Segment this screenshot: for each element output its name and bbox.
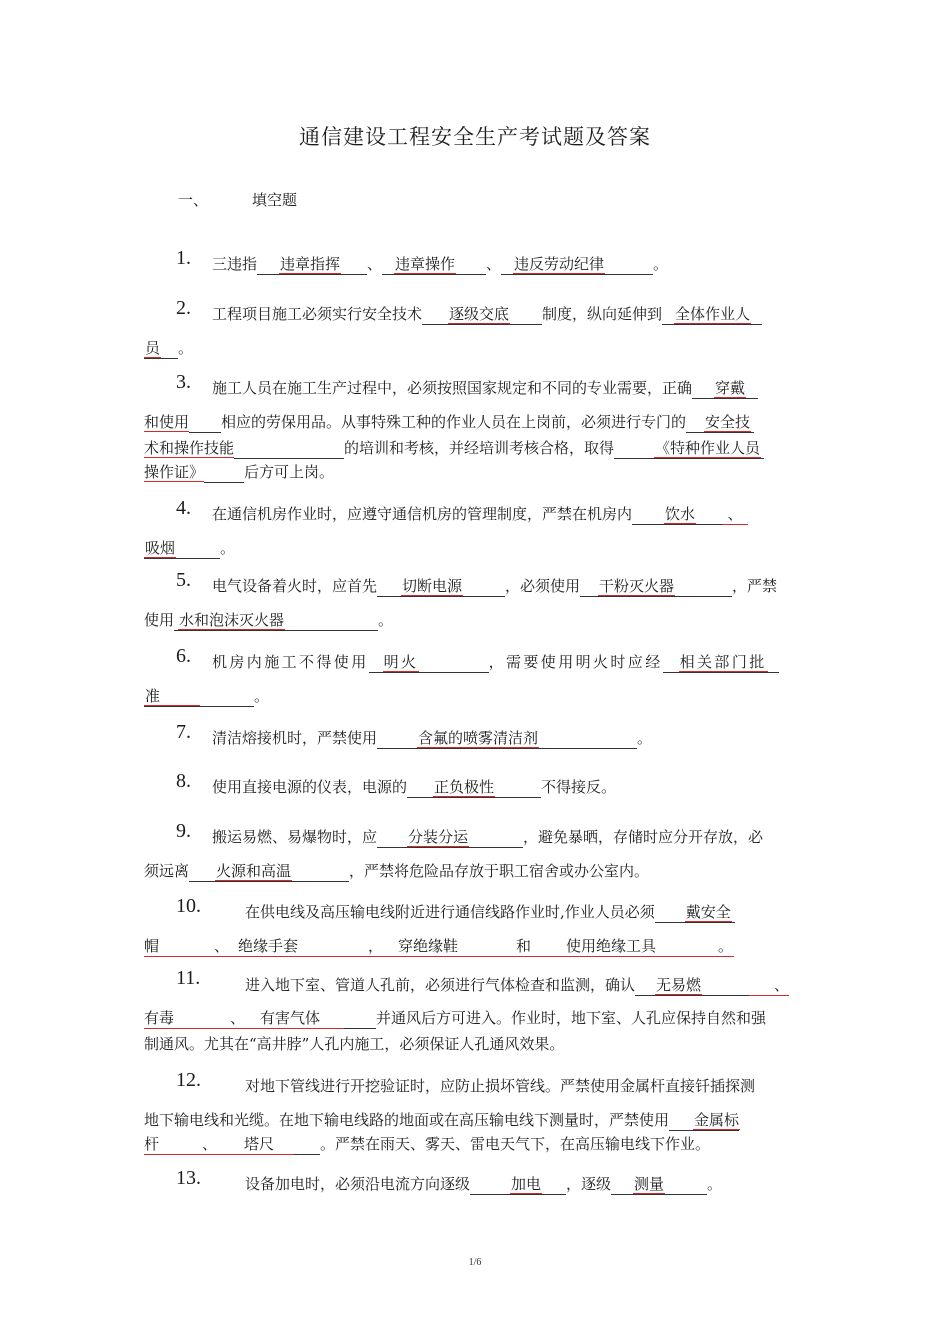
answer-blank: 正负极性 [407, 777, 541, 798]
question-text: 制通风。尤其在“高井脖”人孔内施工，必须保证人孔通风效果。 [144, 1035, 565, 1053]
question-text: 进入地下室、管道人孔前，必须进行气体检查和监测，确认 无易燃 、 [245, 976, 790, 994]
question-number: 10. [176, 895, 201, 917]
question-number: 8. [176, 770, 191, 792]
question-number: 12. [176, 1069, 201, 1091]
question-text: 有毒 、 有害气体 并通风后方可进入。作业时，地下室、人孔应保持自然和强 [144, 1009, 767, 1027]
question-text: 清洁熔接机时，严禁使用 含氟的喷雾清洁剂 。 [212, 729, 653, 747]
question-text: 杆 、 塔尺 。严禁在雨天、雾天、雷电天气下，在高压输电线下作业。 [144, 1135, 711, 1153]
answer-blank: 无易燃 [635, 975, 749, 996]
answer-blank [294, 1134, 320, 1155]
question-text: 使用 水和泡沫灭火器 。 [144, 611, 394, 629]
answer-blank: 戴安全 [655, 902, 735, 923]
question-text: 使用直接电源的仪表，电源的 正负极性 不得接反。 [212, 778, 617, 796]
answer-blank: 加电 [470, 1174, 566, 1195]
question-text: 准 。 [145, 687, 270, 705]
question-number: 6. [176, 645, 191, 667]
question-text: 须远离 火源和高温 ，严禁将危险品存放于职工宿舍或办公室内。 [144, 862, 650, 880]
question-text: 工程项目施工必须实行安全技术 逐级交底 制度，纵向延伸到 全体作业人 [212, 304, 762, 325]
question-text: 员 。 [145, 339, 194, 357]
answer-blank [344, 1008, 376, 1029]
section-index: 一、 [178, 191, 209, 209]
answer-blank: 员 [144, 338, 178, 359]
answer-blank: 违章操作 [382, 254, 486, 275]
question-text: 三违指 违章指挥 、 违章操作 、 违反劳动纪律 。 [212, 255, 669, 273]
question-text: 和使用 相应的劳保用品。从事特殊工种的作业人员在上岗前，必须进行专门的 安全技 [144, 412, 754, 433]
question-text: 地下输电线和光缆。在地下输电线路的地面或在高压输电线下测量时，严禁使用 金属标 [144, 1111, 740, 1129]
question-number: 13. [176, 1167, 201, 1189]
answer-blank: 穿戴 [692, 378, 758, 399]
answer-blank: 金属标 [669, 1110, 739, 1131]
question-text: 设备加电时，必须沿电流方向逐级 加电 ，逐级 测量 。 [245, 1175, 723, 1193]
question-text: 吸烟 。 [145, 539, 236, 557]
answer-blank: 准 [144, 686, 254, 707]
question-number: 5. [176, 569, 191, 591]
question-text: 在通信机房作业时，应遵守通信机房的管理制度，严禁在机房内 饮水 、 [212, 504, 748, 525]
question-text: 对地下管线进行开挖验证时，应防止损坏管线。严禁使用金属杆直接钎插探测 [245, 1077, 756, 1095]
answer-blank [234, 438, 344, 459]
question-text: 帽 、 绝缘手套 ， 穿绝缘鞋 和 使用绝缘工具 。 [144, 937, 734, 955]
answer-blank: 逐级交底 [422, 304, 542, 325]
answer-blank: 干粉灭火器 [580, 576, 732, 597]
question-number: 1. [176, 247, 191, 269]
answer-blank: 吸烟 [144, 538, 220, 559]
question-text: 操作证》 后方可上岗。 [144, 463, 335, 481]
question-number: 2. [176, 297, 191, 319]
answer-blank: 违反劳动纪律 [501, 254, 653, 275]
question-text: 搬运易燃、易爆物时，应 分装分运 ，避免暴晒，存储时应分开存放，必 [212, 828, 764, 846]
answer-blank [204, 462, 244, 483]
page-number: 1/6 [468, 1257, 482, 1268]
document-title: 通信建设工程安全生产考试题及答案 [299, 125, 651, 149]
answer-blank: 明火 [369, 652, 489, 673]
question-text: 术和操作技能 的培训和考核，并经培训考核合格，取得 《特种作业人员 [144, 438, 764, 459]
answer-blank: 测量 [611, 1174, 707, 1195]
answer-blank: 安全技 [686, 412, 754, 433]
question-text: 机房内施工不得使用 明火 ，需要使用明火时应经 相关部门批 [212, 652, 779, 673]
question-text: 电气设备着火时，应首先 切断电源 ，必须使用 干粉灭火器 ，严禁 [212, 577, 778, 595]
answer-blank: 全体作业人 [662, 304, 762, 325]
question-number: 11. [176, 967, 201, 989]
answer-blank: 水和泡沫灭火器 [174, 610, 378, 631]
question-text: 在供电线及高压输电线附近进行通信线路作业时,作业人员必须 戴安全 [245, 902, 735, 923]
answer-blank: 含氟的喷雾清洁剂 [377, 728, 637, 749]
question-text: 施工人员在施工生产过程中，必须按照国家规定和不同的专业需要，正确 穿戴 [212, 378, 758, 399]
answer-blank: 分装分运 [377, 827, 523, 848]
question-number: 9. [176, 820, 191, 842]
section-title: 填空题 [252, 191, 298, 209]
answer-blank: 饮水 [632, 504, 722, 525]
answer-blank: 相关部门批 [663, 652, 779, 673]
answer-blank: 火源和高温 [189, 861, 349, 882]
question-number: 7. [176, 721, 191, 743]
question-number: 4. [176, 497, 191, 519]
section-heading [178, 189, 297, 210]
question-number: 3. [176, 371, 191, 393]
answer-blank: 切断电源 [377, 576, 505, 597]
answer-blank: 违章指挥 [257, 254, 367, 275]
answer-blank [189, 412, 221, 433]
answer-blank: 《特种作业人员 [614, 438, 764, 459]
